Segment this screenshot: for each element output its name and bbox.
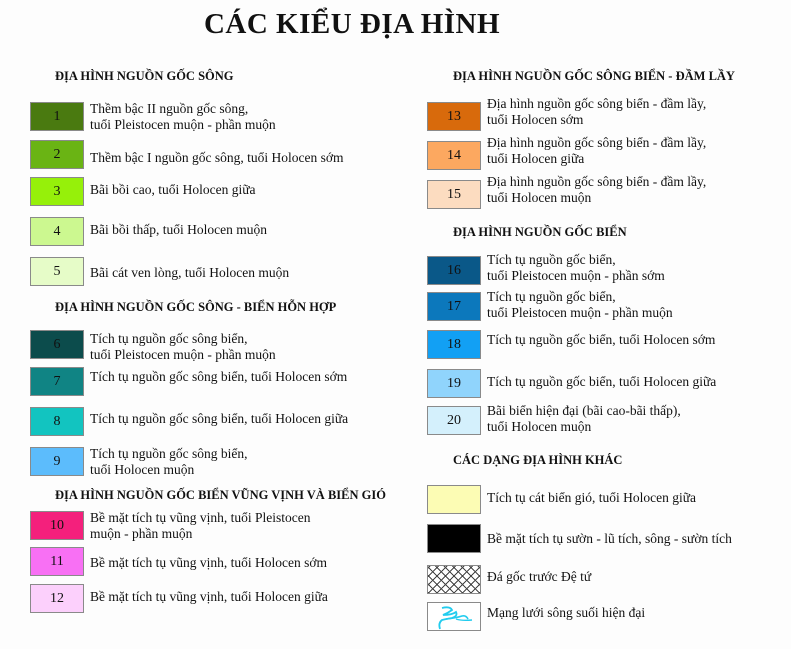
color-swatch: 10 [30,511,84,540]
legend-label: Bề mặt tích tụ sườn - lũ tích, sông - sườn tích [487,531,732,546]
color-swatch: 14 [427,141,481,170]
section-heading-river: ĐỊA HÌNH NGUỒN GỐC SÔNG [55,69,234,83]
legend-label: Bãi bồi thấp, tuổi Holocen muộn [90,222,267,237]
color-swatch: 1 [30,102,84,131]
color-swatch: 11 [30,547,84,576]
section-heading-bay-wind: ĐỊA HÌNH NGUỒN GỐC BIỂN VŨNG VỊNH VÀ BIỂN GIÓ [55,488,386,502]
legend-label: Tích tụ nguồn gốc biển, tuổi Pleistocen muộn - phần muộn [487,289,673,320]
legend-label: Bề mặt tích tụ vũng vịnh, tuổi Pleistocen muộn - phần muộn [90,510,311,541]
legend-label: Bề mặt tích tụ vũng vịnh, tuổi Holocen giữa [90,589,328,604]
legend-label: Địa hình nguồn gốc sông biển - đầm lầy, tuổi Holocen muộn [487,174,707,205]
legend-label: Tích tụ nguồn gốc biển, tuổi Holocen sớm [487,332,716,347]
legend-label: Địa hình nguồn gốc sông biển - đầm lầy, tuổi Holocen giữa [487,135,707,166]
color-swatch: 5 [30,257,84,286]
color-swatch: 20 [427,406,481,435]
legend-label: Tích tụ nguồn gốc biển, tuổi Pleistocen muộn - phần sớm [487,252,665,283]
river-network-icon [427,602,481,631]
legend-label: Bãi bồi cao, tuổi Holocen giữa [90,182,256,197]
section-heading-river-sea: ĐỊA HÌNH NGUỒN GỐC SÔNG - BIỂN HỖN HỢP [55,300,337,314]
legend-label: Bãi biển hiện đại (bãi cao-bãi thấp), tuổi Holocen muộn [487,403,681,434]
color-swatch: 19 [427,369,481,398]
legend-label: Tích tụ nguồn gốc sông biển, tuổi Holocen sớm [90,369,348,384]
color-swatch [427,524,481,553]
section-heading-marine: ĐỊA HÌNH NGUỒN GỐC BIỂN [453,225,627,239]
legend-label: Tích tụ nguồn gốc biển, tuổi Holocen giữa [487,374,717,389]
section-heading-swamp: ĐỊA HÌNH NGUỒN GỐC SÔNG BIỂN - ĐẦM LẦY [453,69,735,83]
legend-label: Thềm bậc I nguồn gốc sông, tuổi Holocen sớm [90,150,344,165]
legend-label: Thềm bậc II nguồn gốc sông, tuổi Pleistocen muộn - phần muộn [90,101,276,132]
legend-label: Đá gốc trước Đệ tứ [487,569,592,584]
color-swatch [427,485,481,514]
color-swatch: 8 [30,407,84,436]
color-swatch: 3 [30,177,84,206]
legend-label: Tích tụ nguồn gốc sông biển, tuổi Holocen giữa [90,411,349,426]
legend-label: Bãi cát ven lòng, tuổi Holocen muộn [90,265,290,280]
crosshatch-pattern-icon [427,565,481,594]
color-swatch: 16 [427,256,481,285]
section-heading-other: CÁC DẠNG ĐỊA HÌNH KHÁC [453,453,623,467]
page-title: CÁC KIỂU ĐỊA HÌNH [203,8,501,40]
legend-label: Tích tụ nguồn gốc sông biển, tuổi Pleistocen muộn - phần muộn [90,331,276,362]
legend-label: Mạng lưới sông suối hiện đại [487,605,646,620]
legend-label: Tích tụ cát biển gió, tuổi Holocen giữa [487,490,697,505]
color-swatch: 6 [30,330,84,359]
color-swatch: 2 [30,140,84,169]
legend-label: Địa hình nguồn gốc sông biển - đầm lầy, tuổi Holocen sớm [487,96,707,127]
color-swatch: 18 [427,330,481,359]
color-swatch: 4 [30,217,84,246]
color-swatch: 9 [30,447,84,476]
color-swatch: 13 [427,102,481,131]
legend-label: Bề mặt tích tụ vũng vịnh, tuổi Holocen sớm [90,555,327,570]
color-swatch: 12 [30,584,84,613]
legend-label: Tích tụ nguồn gốc sông biển, tuổi Holocen muộn [90,446,248,477]
color-swatch: 15 [427,180,481,209]
color-swatch: 7 [30,367,84,396]
color-swatch: 17 [427,292,481,321]
